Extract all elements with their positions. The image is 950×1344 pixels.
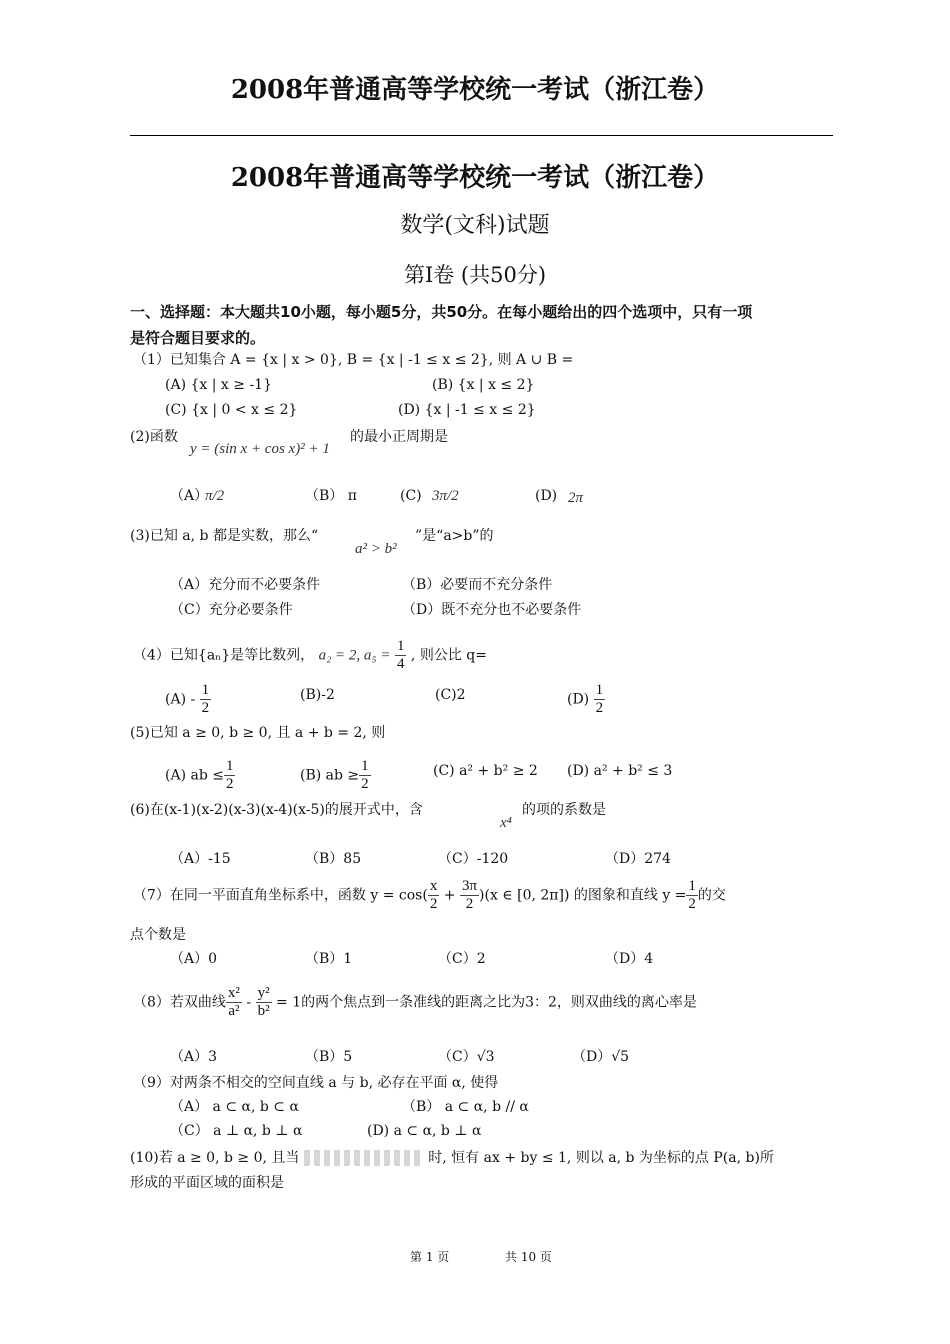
q3-formula: a² > b² [355, 541, 397, 557]
q8-option-b: （B）5 [305, 1049, 353, 1065]
fraction [359, 758, 371, 793]
denominator: 2 [595, 700, 604, 716]
q7-stem-line2: 点个数是 [130, 927, 186, 943]
fraction [460, 878, 479, 913]
q6-stem-tail: 的项的系数是 [522, 802, 606, 818]
q4-option-c: (C)2 [435, 687, 466, 703]
q1-option-a: (A) {x | x ≥ -1} [165, 377, 272, 393]
label: (A) - [165, 691, 196, 708]
instructions-line-2: 是符合题目要求的。 [130, 329, 266, 347]
equals: = 1 [271, 994, 302, 1011]
q1-option-c: (C) {x | 0 < x ≤ 2} [165, 402, 298, 418]
q9-option-c: （C） a ⊥ α, b ⊥ α [170, 1123, 303, 1139]
q6-formula: x⁴ [500, 815, 512, 831]
q6-option-b: （B）85 [305, 851, 362, 867]
numerator: 1 [595, 682, 604, 698]
denominator: a² [228, 1003, 240, 1019]
q9-option-d: (D) a ⊂ α, b ⊥ α [367, 1123, 482, 1139]
q4-formula: a₂ = 2, a₅ = [318, 647, 391, 664]
denominator: 2 [688, 896, 696, 912]
numerator: 1 [688, 878, 696, 894]
q5-option-c: (C) a² + b² ≥ 2 [433, 763, 538, 779]
q6-option-d: （D）274 [605, 851, 671, 867]
q4-fraction [395, 638, 407, 673]
q2-option-d: (D) [535, 488, 558, 504]
plus: + [439, 887, 460, 904]
page-title: 2008年普通高等学校统一考试（浙江卷） [230, 163, 720, 193]
denominator: 2 [201, 700, 210, 716]
q8-option-a: （A）3 [170, 1049, 218, 1065]
q3-stem: (3)已知 a, b 都是实数，那么“ [130, 528, 319, 544]
q2-option-a-value: π/2 [205, 488, 225, 504]
numerator: 1 [225, 758, 234, 774]
numerator: 3π [461, 878, 478, 894]
q6-option-a: （A）-15 [170, 851, 231, 867]
text: 时, 恒有 ax + by ≤ 1, 则以 a, b 为坐标的点 P(a, b)所 [428, 1150, 774, 1166]
q3-option-b: （B）必要而不充分条件 [402, 577, 553, 593]
denominator: b² [257, 1003, 270, 1019]
page-number: 第 1 页 [410, 1250, 450, 1264]
q9-stem: （9）对两条不相交的空间直线 a 与 b, 必存在平面 α, 使得 [133, 1075, 499, 1091]
header-title: 2008年普通高等学校统一考试（浙江卷） [230, 75, 720, 105]
q2-option-d-value: 2π [568, 490, 584, 506]
numerator: 1 [396, 638, 405, 654]
q5-option-d: (D) a² + b² ≤ 3 [567, 763, 673, 779]
q4-stem-text: （4）已知{aₙ}是等比数列， [133, 647, 315, 664]
q8-option-d: （D）√5 [572, 1049, 630, 1065]
q7-option-a: （A）0 [170, 951, 218, 967]
denominator: 2 [225, 776, 234, 792]
fraction [226, 985, 242, 1020]
fraction [224, 758, 236, 793]
fraction [594, 682, 606, 717]
q6-stem: (6)在(x-1)(x-2)(x-3)(x-4)(x-5)的展开式中，含 [130, 802, 423, 818]
fraction [686, 878, 698, 913]
q7-stem [133, 878, 726, 913]
q2-stem: (2)函数 [130, 429, 178, 445]
section-heading: 第Ⅰ卷 (共50分) [403, 263, 547, 287]
q2-option-c: (C) [400, 488, 422, 504]
q2-stem-tail: 的最小正周期是 [350, 429, 448, 445]
q10-stem-line2: 形成的平面区域的面积是 [130, 1175, 284, 1191]
text: （8）若双曲线 [133, 994, 226, 1011]
text: （7）在同一平面直角坐标系中，函数 y = cos( [133, 887, 428, 904]
text: 的交 [697, 887, 726, 904]
q4-stem-tail: , 则公比 q= [410, 647, 487, 664]
text: (10)若 a ≥ 0, b ≥ 0, 且当 [130, 1150, 300, 1166]
page-total: 共 10 页 [505, 1250, 552, 1264]
q2-option-a: （A） [170, 488, 209, 504]
subtitle: 数学(文科)试题 [400, 213, 550, 238]
q5-stem: (5)已知 a ≥ 0, b ≥ 0, 且 a + b = 2, 则 [130, 725, 386, 741]
label: (A) ab ≤ [165, 767, 224, 784]
denominator: 2 [429, 896, 438, 912]
q7-option-b: （B）1 [305, 951, 353, 967]
q2-option-c-value: 3π/2 [432, 488, 459, 504]
numerator: 1 [201, 682, 210, 698]
q3-stem-tail: ”是“a>b”的 [415, 528, 494, 544]
blurred-inequality-system-image [304, 1150, 424, 1166]
q8-stem [133, 985, 697, 1020]
denominator: 2 [361, 776, 369, 792]
denominator: 4 [396, 656, 405, 672]
text: 的两个焦点到一条准线的距离之比为3：2，则双曲线的离心率是 [301, 994, 697, 1011]
numerator: x² [227, 985, 240, 1001]
q4-option-a [165, 682, 211, 717]
q4-stem [133, 638, 487, 673]
q8-option-c: （C）√3 [438, 1049, 495, 1065]
q7-option-d: （D）4 [605, 951, 654, 967]
fraction [256, 985, 272, 1020]
q1-stem: （1）已知集合 A = {x | x > 0}, B = {x | -1 ≤ x ≤ 2}, 则 A ∪ B = [133, 352, 574, 368]
q7-option-c: （C）2 [438, 951, 486, 967]
q5-option-a [165, 758, 235, 793]
q3-option-c: （C）充分必要条件 [170, 602, 293, 618]
numerator: 1 [361, 758, 369, 774]
denominator: 2 [465, 896, 474, 912]
q2-formula: y = (sin x + cos x)² + 1 [190, 441, 330, 457]
fraction [428, 878, 440, 913]
numerator: x [429, 878, 438, 894]
q6-option-c: （C）-120 [438, 851, 509, 867]
minus: - [241, 994, 256, 1011]
divider [130, 135, 833, 136]
instructions-line-1: 一、选择题：本大题共10小题，每小题5分，共50分。在每小题给出的四个选项中，只有一项 [130, 303, 753, 321]
fraction [200, 682, 212, 717]
text: )(x ∈ [0, 2π]) 的图象和直线 y = [479, 887, 687, 904]
q5-option-b [300, 758, 371, 793]
q9-option-a: （A） a ⊂ α, b ⊂ α [170, 1099, 299, 1115]
q10-stem [130, 1149, 774, 1167]
q4-option-d [567, 682, 605, 717]
q9-option-b: （B） a ⊂ α, b // α [402, 1099, 529, 1115]
numerator: y² [257, 985, 270, 1001]
label: (D) [567, 691, 590, 708]
q2-option-b: （B） π [305, 488, 357, 504]
q3-option-a: （A）充分而不必要条件 [170, 577, 321, 593]
label: (B) ab ≥ [300, 767, 360, 784]
q4-option-b: (B)-2 [300, 687, 335, 703]
q1-option-d: (D) {x | -1 ≤ x ≤ 2} [398, 402, 536, 418]
q3-option-d: （D）既不充分也不必要条件 [402, 602, 582, 618]
q1-option-b: (B) {x | x ≤ 2} [432, 377, 535, 393]
